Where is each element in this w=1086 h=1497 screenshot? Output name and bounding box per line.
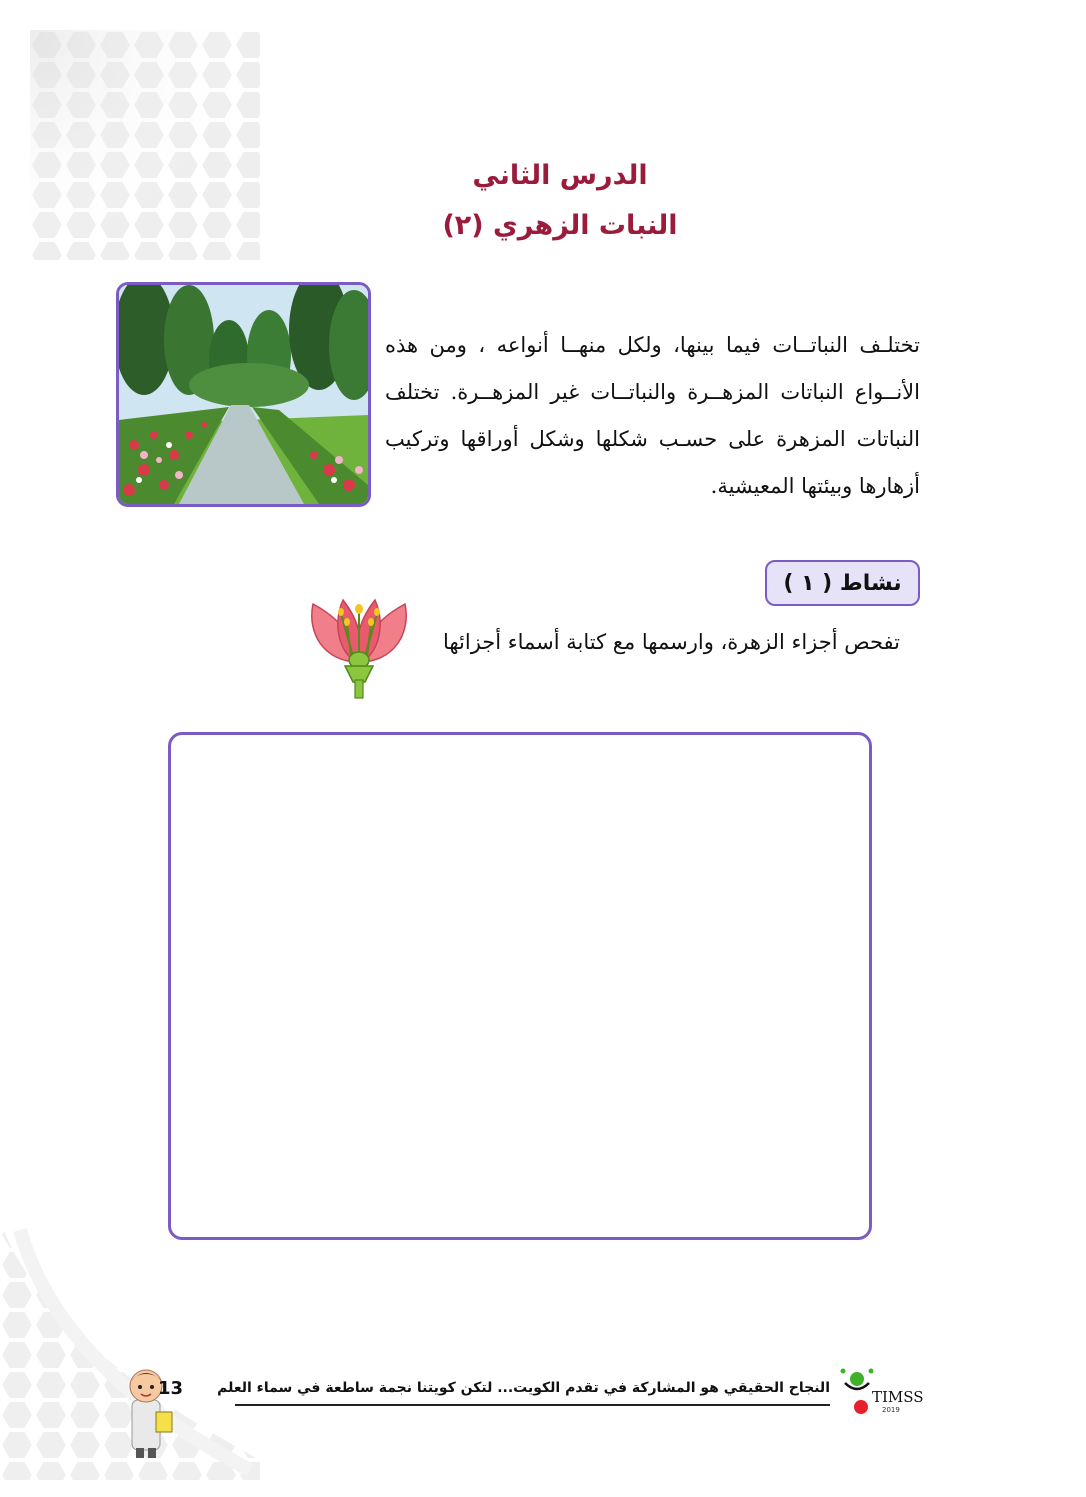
timss-logo-text: TIMSS	[872, 1388, 924, 1406]
flower-parts-icon	[303, 592, 415, 700]
timss-logo-year: 2019	[882, 1406, 900, 1414]
garden-image	[116, 282, 371, 507]
footer-slogan: النجاح الحقيقي هو المشاركة في تقدم الكويت... لتكن كويتنا نجمة ساطعة في سماء العلم	[217, 1380, 830, 1396]
drawing-area[interactable]	[168, 732, 872, 1240]
footer-divider	[235, 1404, 830, 1406]
lesson-title: الدرس الثاني	[472, 160, 648, 191]
intro-paragraph: تختلـف النباتــات فيما بينها، ولكل منهــا أنواعه ، ومن هذه الأنــواع النباتات المزهــرة والنباتــات غير المزهــرة. تختلف النباتات المزهرة على حسـب شكلها وشكل أوراقها وتركيب أزهارها وبيئتها المعيشية.	[385, 333, 920, 498]
activity-badge: نشاط ( ١ )	[765, 560, 920, 606]
page-number: 13	[158, 1378, 184, 1399]
activity-instruction: تفحص أجزاء الزهرة، وارسمها مع كتابة أسماء أجزائها	[442, 630, 900, 654]
lesson-subtitle: النبات الزهري (٢)	[442, 210, 678, 241]
student-mascot-icon	[110, 1360, 182, 1460]
